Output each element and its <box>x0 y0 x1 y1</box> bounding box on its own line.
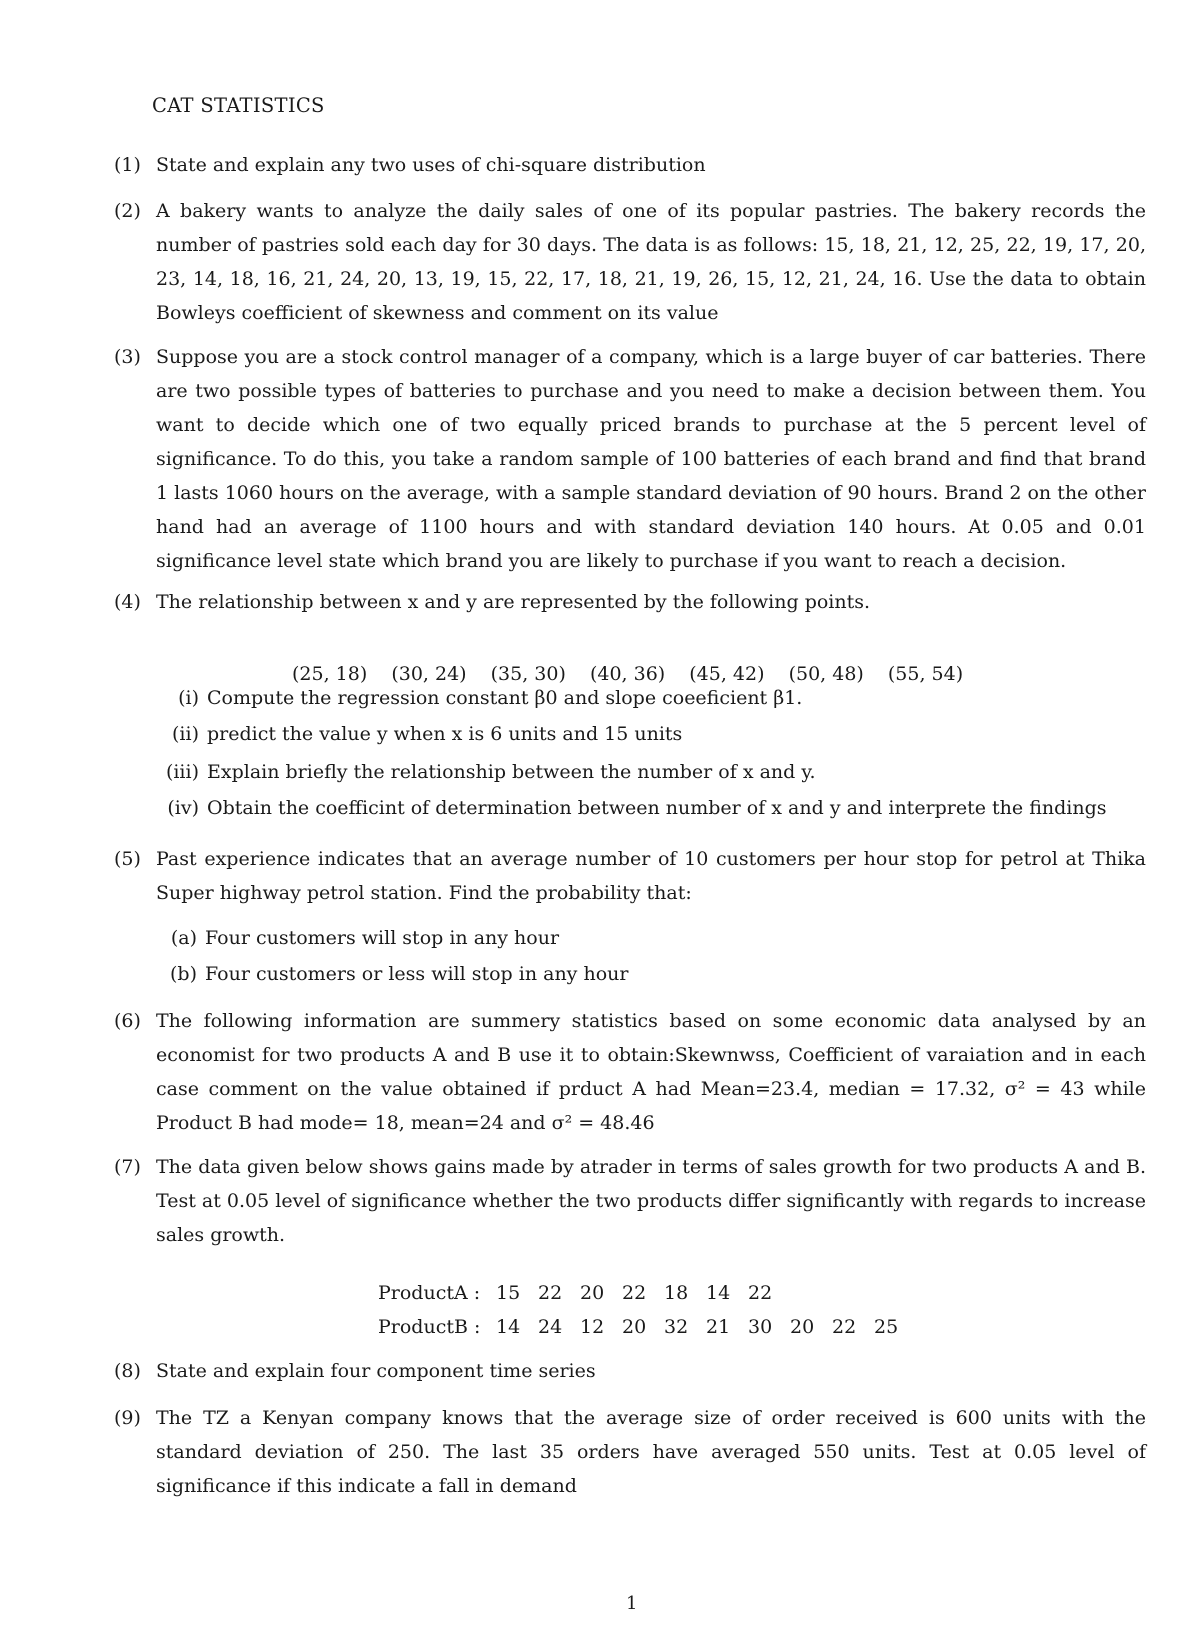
data-point: (30, 24) <box>391 663 467 685</box>
product-label: ProductA : <box>378 1282 481 1304</box>
subquestion-text: predict the value y when x is 6 units and 15 units <box>207 723 683 745</box>
question-9 <box>114 1401 1146 1503</box>
document-title: CAT STATISTICS <box>152 94 325 117</box>
table-cell: 22 <box>748 1282 773 1304</box>
table-cell: 22 <box>832 1316 857 1338</box>
table-cell: 22 <box>622 1282 647 1304</box>
data-point: (55, 54) <box>887 663 964 685</box>
question-number: (8) <box>114 1360 141 1382</box>
question-5 <box>114 842 1146 910</box>
question-3 <box>114 340 1146 578</box>
data-point: (50, 48) <box>788 663 864 685</box>
table-cell: 14 <box>706 1282 731 1304</box>
question-number: (5) <box>114 848 141 870</box>
question-text: The relationship between x and y are represented by the following points. <box>156 591 871 613</box>
subquestion-4-iv <box>167 791 1187 825</box>
subquestion-number: (a) <box>170 927 197 949</box>
table-cell: 24 <box>538 1316 563 1338</box>
subquestion-5-a <box>170 921 1185 955</box>
data-point: (35, 30) <box>490 663 566 685</box>
subquestion-text: Four customers or less will stop in any hour <box>205 963 629 985</box>
question-text: State and explain any two uses of chi-square distribution <box>156 154 706 176</box>
table-cell: 14 <box>496 1316 521 1338</box>
subquestion-4-iii <box>165 755 1187 789</box>
question-number: (4) <box>114 591 141 613</box>
table-cell: 32 <box>664 1316 689 1338</box>
subquestion-text: Four customers will stop in any hour <box>205 927 560 949</box>
question-6 <box>114 1004 1146 1140</box>
question-number: (1) <box>114 154 141 176</box>
question-text: The TZ a Kenyan company knows that the average size of order received is 600 units with the standard deviation of 250. The last 35 orders have averaged 550 units. Test at 0.05 level of significance if this indicate a fall in demand <box>156 1407 1146 1497</box>
question-number: (7) <box>114 1156 141 1178</box>
subquestion-4-i <box>178 681 1187 715</box>
question-number: (6) <box>114 1010 141 1032</box>
subquestion-number: (ii) <box>172 723 199 745</box>
table-cell: 20 <box>580 1282 605 1304</box>
question-4 <box>114 585 1146 619</box>
subquestion-4-ii <box>172 717 1187 751</box>
question-text: The following information are summery statistics based on some economic data analysed by an economist for two products A and B use it to obtain:Skewnwss, Coefficient of varaiation and in each case comment on the value obtained if prduct A had Mean=23.4, median = 17.32, σ² = 43 while Product B had mode= 18, mean=24 and σ² = 48.46 <box>156 1010 1146 1134</box>
subquestion-text: Obtain the coefficint of determination between number of x and y and interprete the findings <box>207 797 1107 819</box>
page-number: 1 <box>626 1593 638 1614</box>
question-text: Past experience indicates that an average number of 10 customers per hour stop for petrol at Thika Super highway petrol station. Find the probability that: <box>156 848 1146 904</box>
question-number: (3) <box>114 346 141 368</box>
question-7 <box>114 1150 1146 1252</box>
table-cell: 25 <box>874 1316 899 1338</box>
question-2 <box>114 194 1146 330</box>
table-cell: 21 <box>706 1316 731 1338</box>
table-cell: 20 <box>790 1316 815 1338</box>
table-cell: 20 <box>622 1316 647 1338</box>
question-text: The data given below shows gains made by atrader in terms of sales growth for two products A and B. Test at 0.05 level of significance whether the two products differ significantly with regards to increase sales growth. <box>156 1156 1146 1246</box>
data-point: (40, 36) <box>589 663 666 685</box>
question-text: A bakery wants to analyze the daily sales of one of its popular pastries. The bakery records the number of pastries sold each day for 30 days. The data is as follows: 15, 18, 21, 12, 25, 22, 19, 17, 20, 23, 14, 18, 16, 21, 24, 20, 13, 19, 15, 22, 17, 18, 21, 19, 26, 15, 12, 21, 24, 16. Use the data to obtain Bowleys coefficient of skewness and comment on its value <box>156 200 1146 324</box>
table-cell: 12 <box>580 1316 605 1338</box>
product-label: ProductB : <box>378 1316 481 1338</box>
product-a-row <box>378 1282 790 1304</box>
table-cell: 22 <box>538 1282 563 1304</box>
subquestion-number: (b) <box>170 963 197 985</box>
data-point: (45, 42) <box>689 663 765 685</box>
product-b-row <box>378 1316 916 1338</box>
data-point: (25, 18) <box>292 663 368 685</box>
question-number: (2) <box>114 200 141 222</box>
table-cell: 15 <box>496 1282 521 1304</box>
subquestion-number: (i) <box>178 687 199 709</box>
question-text: State and explain four component time series <box>156 1360 596 1382</box>
subquestion-text: Compute the regression constant β0 and slope coeeficient β1. <box>207 687 803 709</box>
table-cell: 30 <box>748 1316 773 1338</box>
subquestion-text: Explain briefly the relationship between the number of x and y. <box>207 761 816 783</box>
question-8 <box>114 1354 1146 1388</box>
subquestion-5-b <box>170 957 1185 991</box>
question-text: Suppose you are a stock control manager of a company, which is a large buyer of car batteries. There are two possible types of batteries to purchase and you need to make a decision between them. You want to decide which one of two equally priced brands to purchase at the 5 percent level of significance. To do this, you take a random sample of 100 batteries of each brand and find that brand 1 lasts 1060 hours on the average, with a sample standard deviation of 90 hours. Brand 2 on the other hand had an average of 1100 hours and with standard deviation 140 hours. At 0.05 and 0.01 significance level state which brand you are likely to purchase if you want to reach a decision. <box>156 346 1146 572</box>
subquestion-number: (iii) <box>165 761 199 783</box>
question-1 <box>114 148 1146 182</box>
question-number: (9) <box>114 1407 141 1429</box>
subquestion-number: (iv) <box>167 797 199 819</box>
table-cell: 18 <box>664 1282 689 1304</box>
